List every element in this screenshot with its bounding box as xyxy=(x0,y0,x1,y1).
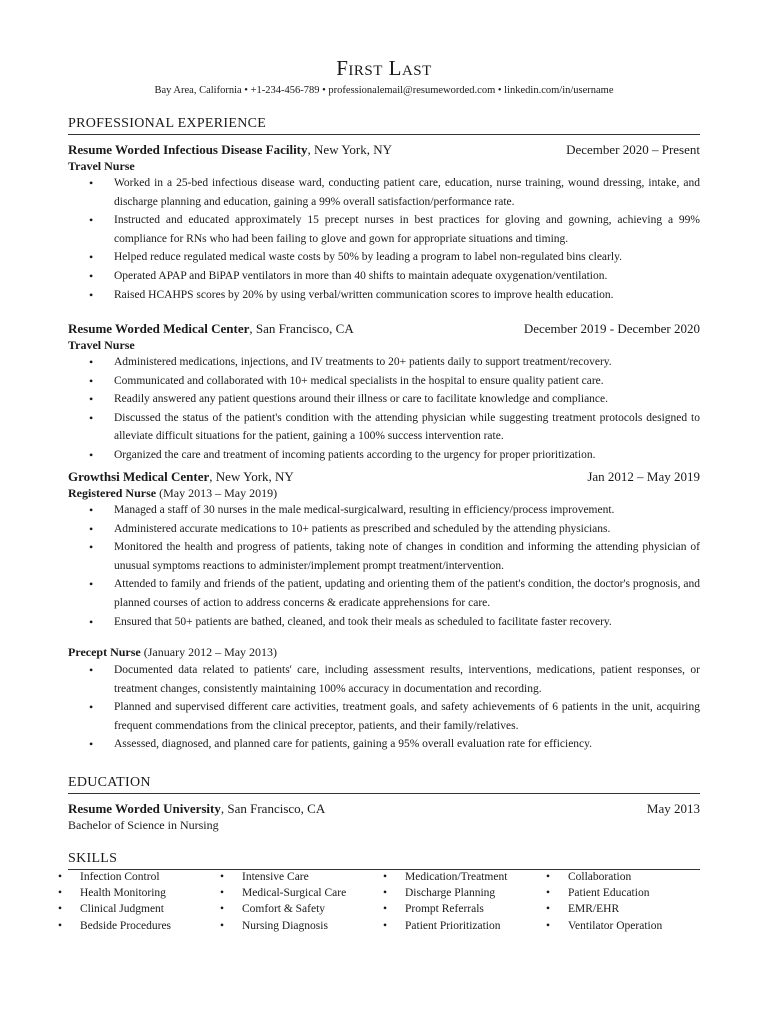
skills-column xyxy=(58,869,171,934)
job-bullet: • Monitored the health and progress of patients, taking note of changes in condition and informing the attending physician of unusual symptoms reactions to administer/implement prompt treatment/intervention. xyxy=(68,538,700,575)
job-bullet: • Helped reduce regulated medical waste costs by 50% by leading a program to label non-regulated bins clearly. xyxy=(68,248,700,267)
job-bullet: • Administered medications, injections, and IV treatments to 20+ patients daily to support treatment/recovery. xyxy=(68,353,700,372)
skills-column xyxy=(220,869,346,934)
skill-item: • Nursing Diagnosis xyxy=(220,918,346,934)
skill-item: • Ventilator Operation xyxy=(546,918,662,934)
job-location: , New York, NY xyxy=(209,469,294,484)
skill-item: • Bedside Procedures xyxy=(58,918,171,934)
job-bullet: • Instructed and educated approximately 15 precept nurses in best practices for gloving and gowning, achieving a 99% compliance for RNs who had been failing to glove and gown for appropriate situations and timing. xyxy=(68,211,700,248)
job-bullet: • Organized the care and treatment of incoming patients according to the urgency for proper prioritization. xyxy=(68,446,700,465)
education-degree: Bachelor of Science in Nursing xyxy=(68,818,219,832)
job-bullet: • Managed a staff of 30 nurses in the male medical-surgicalward, resulting in efficiency/process improvement. xyxy=(68,501,700,520)
candidate-name: First Last xyxy=(336,56,432,80)
job-role-title: Travel Nurse xyxy=(68,338,135,352)
job-bullet: • Ensured that 50+ patients are bathed, cleaned, and took their meals as scheduled to facilitate faster recovery. xyxy=(68,613,700,632)
job-sub-role xyxy=(68,645,277,660)
job-sub-bullets xyxy=(68,661,700,754)
skill-item: • EMR/EHR xyxy=(546,901,662,917)
job-bullet: • Administered accurate medications to 10+ patients as prescribed and scheduled by the attending physicians. xyxy=(68,520,700,539)
skills-section-title: SKILLS xyxy=(68,850,700,870)
skill-item: • Collaboration xyxy=(546,869,662,885)
skill-item: • Patient Education xyxy=(546,885,662,901)
education-date: May 2013 xyxy=(646,801,700,816)
job-bullets xyxy=(68,353,700,465)
education-header xyxy=(68,801,700,817)
skill-item: • Comfort & Safety xyxy=(220,901,346,917)
job-date: Jan 2012 – May 2019 xyxy=(587,469,700,484)
skill-item: • Infection Control xyxy=(58,869,171,885)
job-location: , New York, NY xyxy=(307,142,393,157)
job-date: December 2020 – Present xyxy=(566,142,700,157)
job-bullet: • Operated APAP and BiPAP ventilators in more than 40 shifts to maintain adequate oxygenation/ventilation. xyxy=(68,267,700,286)
skill-item: • Medication/Treatment xyxy=(383,869,507,885)
job-bullets xyxy=(68,501,700,631)
job-bullet: • Worked in a 25-bed infectious disease ward, conducting patient care, education, nurse training, wound dressing, intake, and discharge planning and education, gaining a 99% overall satisfaction/performance rate. xyxy=(68,174,700,211)
job-role xyxy=(68,338,135,353)
job-organization: Resume Worded Infectious Disease Facility xyxy=(68,142,308,157)
education-location: , San Francisco, CA xyxy=(220,801,326,816)
skill-item: • Medical-Surgical Care xyxy=(220,885,346,901)
job-role-title: Travel Nurse xyxy=(68,159,135,173)
job-bullet: • Documented data related to patients' care, including assessment results, interventions, medications, patient responses, or treatment changes, consistently maintaining 100% accuracy in documentation and recording. xyxy=(68,661,700,698)
job-organization: Resume Worded Medical Center xyxy=(68,321,250,336)
job-bullet: • Readily answered any patient questions around their illness or care to facilitate knowledge and compliance. xyxy=(68,390,700,409)
job-role-dates: (May 2013 – May 2019) xyxy=(156,486,278,500)
job-header xyxy=(68,469,700,485)
job-sub-role-dates: (January 2012 – May 2013) xyxy=(140,645,278,659)
skills-column xyxy=(383,869,507,934)
job-bullet: • Attended to family and friends of the patient, updating and orienting them of the patient's condition, the doctor's prognosis, and planned courses of action to address concerns & eradicate apprehensions for care. xyxy=(68,575,700,612)
job-header xyxy=(68,142,700,158)
skill-item: • Discharge Planning xyxy=(383,885,507,901)
job-bullet: • Planned and supervised different care activities, treatment goals, and safety achievements of 6 patients in the unit, acquiring frequent commendations from the clinical preceptor, patients, and their family/relatives. xyxy=(68,698,700,735)
job-sub-role-title: Precept Nurse xyxy=(68,645,141,659)
job-role xyxy=(68,159,135,174)
skill-item: • Prompt Referrals xyxy=(383,901,507,917)
job-header xyxy=(68,321,700,337)
job-bullet: • Discussed the status of the patient's condition with the attending physician while suggesting treatment protocols designed to alleviate difficult situations for the patient, gaining a 100% success intervention rate. xyxy=(68,409,700,446)
job-bullet: • Raised HCAHPS scores by 20% by using verbal/written communication scores to improve health education. xyxy=(68,286,700,305)
job-organization: Growthsi Medical Center xyxy=(68,469,210,484)
skill-item: • Health Monitoring xyxy=(58,885,171,901)
job-bullet: • Assessed, diagnosed, and planned care for patients, gaining a 95% overall evaluation rate for efficiency. xyxy=(68,735,700,754)
education-section-title: EDUCATION xyxy=(68,774,700,794)
education-school: Resume Worded University xyxy=(68,801,221,816)
job-date: December 2019 - December 2020 xyxy=(523,321,700,336)
skills-column xyxy=(546,869,662,934)
job-role xyxy=(68,486,277,501)
skill-item: • Clinical Judgment xyxy=(58,901,171,917)
skill-item: • Patient Prioritization xyxy=(383,918,507,934)
contact-line: Bay Area, California • +1-234-456-789 • professionalemail@resumeworded.com • linkedin.com/in/username xyxy=(154,85,614,96)
job-bullets xyxy=(68,174,700,304)
job-role-title: Registered Nurse xyxy=(68,486,157,500)
experience-section-title: PROFESSIONAL EXPERIENCE xyxy=(68,115,700,135)
job-location: , San Francisco, CA xyxy=(249,321,354,336)
job-bullet: • Communicated and collaborated with 10+ medical specialists in the hospital to ensure quality patient care. xyxy=(68,372,700,391)
skill-item: • Intensive Care xyxy=(220,869,346,885)
